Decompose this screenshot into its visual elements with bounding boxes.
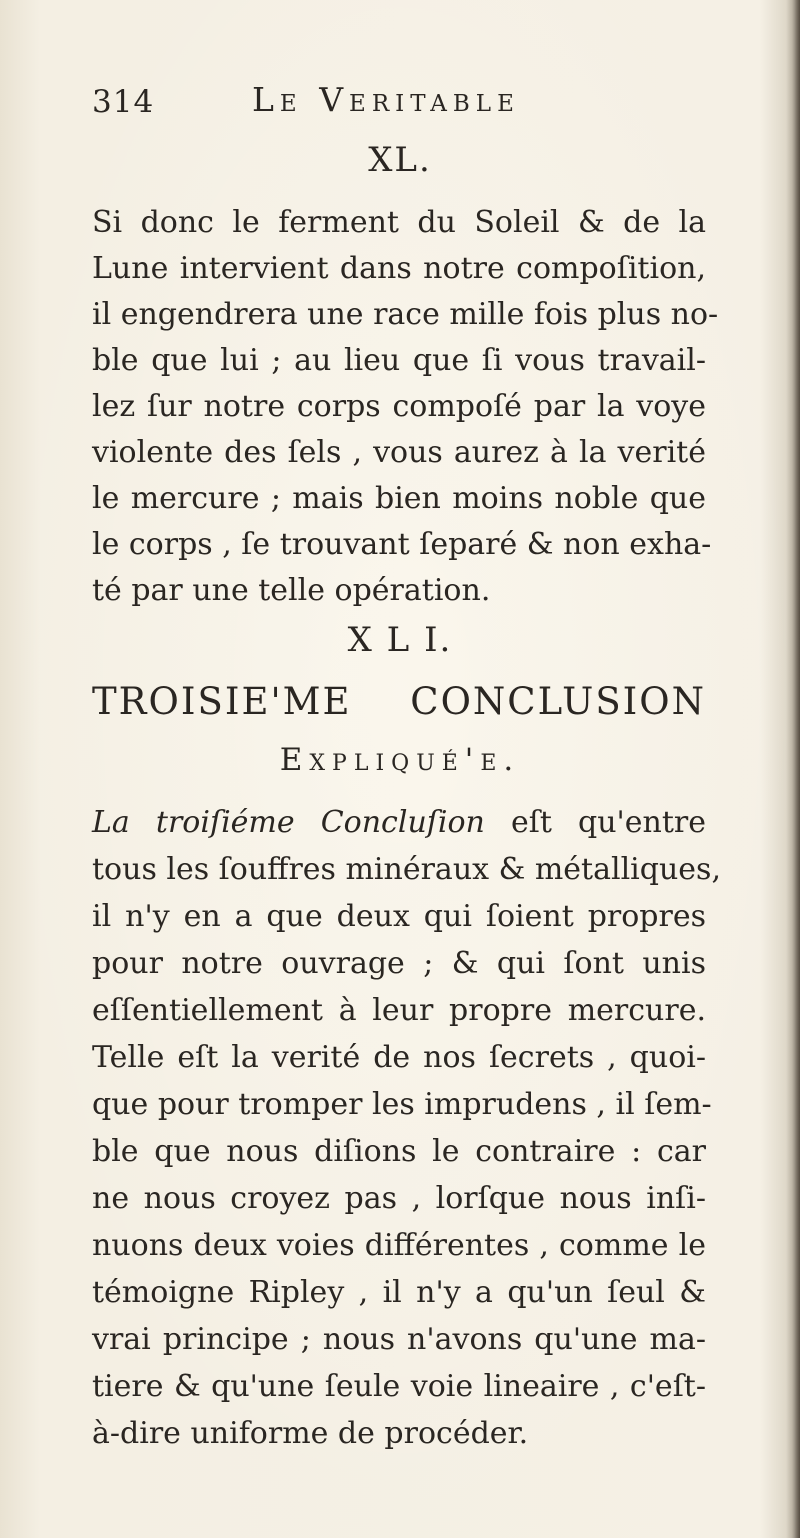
paragraph-line	[92, 805, 706, 840]
paragraph-line: lez ſur notre corps compoſé par la voye	[92, 389, 706, 424]
paragraph-line: nuons deux voies différentes , comme le	[92, 1228, 706, 1263]
paragraph-line: violente des ſels , vous aurez à la verité	[92, 435, 706, 470]
italic-phrase: La troiſiéme Concluſion	[92, 805, 485, 840]
paragraph-line: pour notre ouvrage ; & qui ſont unis	[92, 946, 706, 981]
paragraph-line: Si donc le ferment du Soleil & de la	[92, 205, 706, 240]
section-subtitle: Expliqué'e.	[279, 742, 521, 778]
line-continuation: eſt qu'entre	[510, 805, 706, 840]
page-header	[92, 78, 652, 128]
paragraph-line: le mercure ; mais bien moins noble que	[92, 481, 706, 516]
paragraph-line: que pour tromper les imprudens , il ſem-	[92, 1087, 712, 1122]
paragraph-line: té par une telle opération.	[92, 573, 491, 608]
section-number-xli: X L I.	[347, 620, 453, 660]
section-title: TROISIE'ME CONCLUSION	[92, 680, 706, 723]
paragraph-line: tous les ſouffres minéraux & métalliques,	[92, 852, 721, 887]
running-head: Le Veritable	[252, 80, 520, 119]
paragraph-line: Lune intervient dans notre compoſition,	[92, 251, 706, 286]
paragraph-line: Telle eſt la verité de nos ſecrets , quoi-	[92, 1040, 706, 1075]
paragraph-line: ne nous croyez pas , lorſque nous inſi-	[92, 1181, 706, 1216]
paragraph-line: ble que lui ; au lieu que ſi vous travail-	[92, 343, 706, 378]
paragraph-line: à-dire uniforme de procéder.	[92, 1416, 529, 1451]
paragraph-line: le corps , ſe trouvant ſeparé & non exha-	[92, 527, 712, 562]
section-number-xl: XL.	[368, 140, 432, 180]
paragraph-line: il engendrera une race mille fois plus no-	[92, 297, 719, 332]
paragraph-line: eſſentiellement à leur propre mercure.	[92, 993, 706, 1028]
paragraph-line: vrai principe ; nous n'avons qu'une ma-	[92, 1322, 706, 1357]
paragraph-line: il n'y en a que deux qui ſoient propres	[92, 899, 706, 934]
page-number: 314	[92, 84, 155, 120]
paragraph-line: ble que nous diſions le contraire : car	[92, 1134, 706, 1169]
paragraph-line: tiere & qu'une ſeule voie lineaire , c'eſt-	[92, 1369, 706, 1404]
paragraph-line: témoigne Ripley , il n'y a qu'un ſeul &	[92, 1275, 706, 1310]
